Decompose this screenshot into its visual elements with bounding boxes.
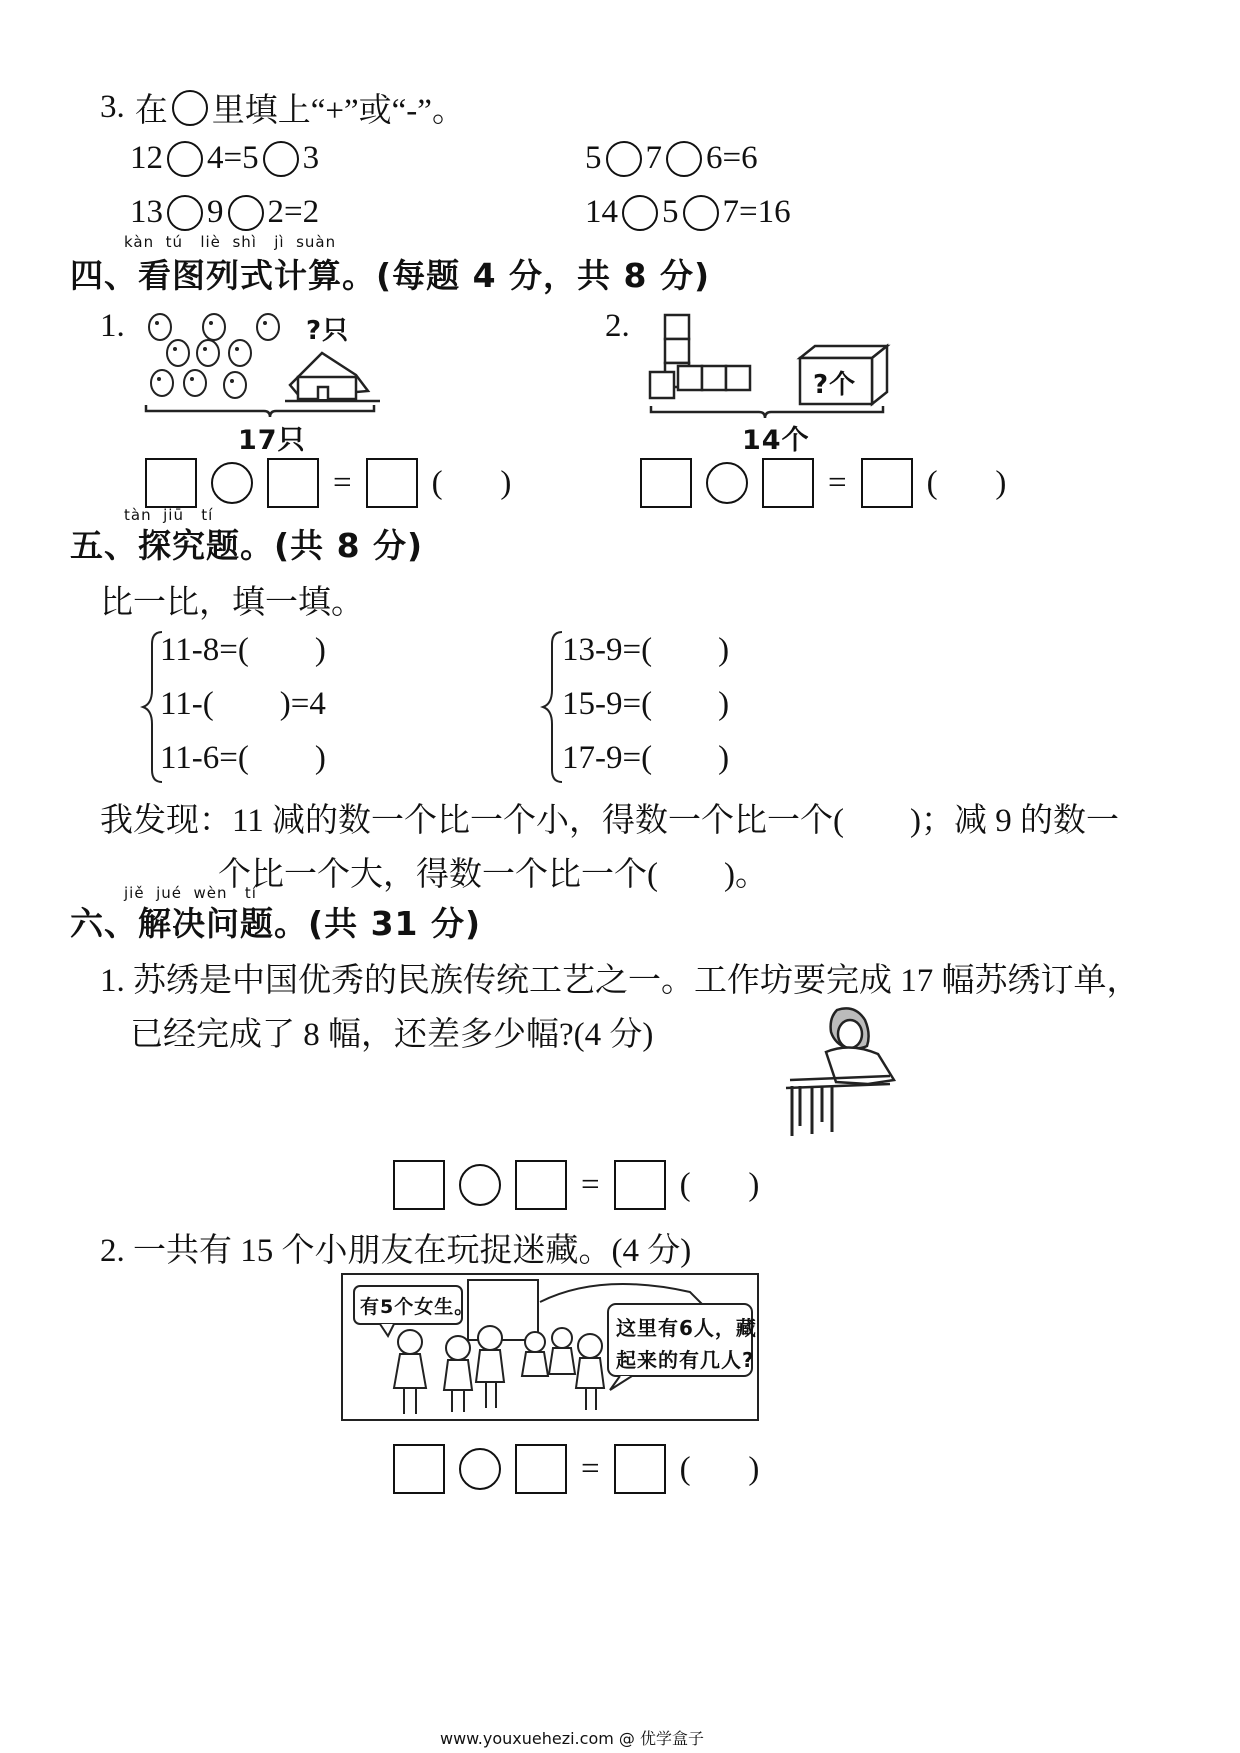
- s5-pinyin: tàn jiū tí: [124, 506, 214, 524]
- q3-row-4: [585, 194, 791, 231]
- operand: 5: [662, 194, 679, 230]
- answer-box[interactable]: [861, 458, 913, 508]
- operator-circle[interactable]: [459, 1448, 501, 1490]
- operand: 9: [207, 194, 224, 230]
- bubble-left-text: 有5个女生。: [360, 1296, 475, 1318]
- s4-p1-number: 1.: [100, 308, 125, 344]
- s4-p2-answer: [640, 458, 1006, 508]
- finding-line-1[interactable]: 我发现：11 减的数一个比一个小，得数一个比一个( )；减 9 的数一: [100, 803, 1120, 839]
- blank-circle[interactable]: [263, 141, 299, 177]
- operand: 7: [645, 140, 662, 176]
- finding-line-2[interactable]: 个比一个大，得数一个比一个( )。: [218, 857, 768, 893]
- equals-sign: =: [333, 464, 352, 501]
- footer-watermark: www.youxuehezi.com @ 优学盒子: [440, 1729, 704, 1748]
- house-icon: [285, 353, 380, 401]
- q1-text-line1: 1. 苏绣是中国优秀的民族传统工艺之一。工作坊要完成 17 幅苏绣订单，: [100, 963, 1140, 999]
- q3-row-2: [585, 140, 758, 177]
- right-eq-2[interactable]: 15-9=( ): [562, 686, 730, 722]
- q3-title: [100, 84, 465, 131]
- unit-paren[interactable]: ( ): [926, 464, 1007, 501]
- cube-icon: [650, 315, 750, 398]
- s5-intro: 比一比，填一填。: [100, 585, 364, 621]
- operand: 12: [130, 140, 163, 176]
- answer-box[interactable]: [640, 458, 692, 508]
- unit-paren[interactable]: ( ): [679, 1450, 760, 1487]
- operand: 6=6: [706, 140, 758, 176]
- answer-box[interactable]: [393, 1444, 445, 1494]
- left-eq-1[interactable]: 11-8=( ): [160, 632, 326, 668]
- answer-box[interactable]: [145, 458, 197, 508]
- s6-title: 六、解决问题。(共 31 分): [70, 904, 482, 943]
- answer-box[interactable]: [515, 1444, 567, 1494]
- operand: 14: [585, 194, 618, 230]
- operand: 5: [585, 140, 602, 176]
- equals-sign: =: [581, 1166, 600, 1203]
- answer-box[interactable]: [515, 1160, 567, 1210]
- q2-answer: [393, 1444, 759, 1494]
- blank-circle[interactable]: [683, 195, 719, 231]
- p1-total-label: 17只: [238, 425, 306, 456]
- left-eq-3[interactable]: 11-6=( ): [160, 740, 326, 776]
- operand: 13: [130, 194, 163, 230]
- q3-row-1: [130, 140, 319, 177]
- answer-box[interactable]: [614, 1444, 666, 1494]
- p2-question-label: ?个: [813, 370, 857, 400]
- operator-circle[interactable]: [211, 462, 253, 504]
- q3-row-3: [130, 194, 319, 231]
- operator-circle[interactable]: [459, 1164, 501, 1206]
- operand: 4=5: [207, 140, 259, 176]
- s4-p1-answer: [145, 458, 511, 508]
- q3-number: 3.: [100, 89, 125, 125]
- cubes-illustration: [645, 310, 895, 430]
- operand: 7=16: [722, 194, 791, 230]
- s4-p2-number: 2.: [605, 308, 630, 344]
- blank-circle[interactable]: [228, 195, 264, 231]
- answer-box[interactable]: [267, 458, 319, 508]
- unit-paren[interactable]: ( ): [431, 464, 512, 501]
- s4-title: 四、看图列式计算。(每题 4 分，共 8 分): [70, 256, 711, 295]
- p1-question-label: ?只: [306, 316, 350, 346]
- blank-circle[interactable]: [622, 195, 658, 231]
- q3-title-pre: 在: [134, 93, 168, 129]
- answer-box[interactable]: [366, 458, 418, 508]
- bubble-right-text-2: 起来的有几人?: [616, 1348, 755, 1372]
- q2-text: 2. 一共有 15 个小朋友在玩捉迷藏。(4 分): [100, 1233, 692, 1269]
- equals-sign: =: [581, 1450, 600, 1487]
- blank-circle[interactable]: [606, 141, 642, 177]
- embroidery-woman-illustration: [782, 1000, 902, 1140]
- bird-icon: [149, 314, 279, 398]
- s5-title: 五、探究题。(共 8 分): [70, 526, 424, 565]
- answer-box[interactable]: [614, 1160, 666, 1210]
- unit-paren[interactable]: ( ): [679, 1166, 760, 1203]
- answer-box[interactable]: [393, 1160, 445, 1210]
- right-eq-3[interactable]: 17-9=( ): [562, 740, 730, 776]
- answer-box[interactable]: [762, 458, 814, 508]
- blank-circle[interactable]: [167, 195, 203, 231]
- p2-total-label: 14个: [742, 425, 810, 456]
- s4-pinyin: kàn tú liè shì jì suàn: [124, 233, 337, 251]
- blank-circle[interactable]: [167, 141, 203, 177]
- blank-circle[interactable]: [172, 90, 208, 126]
- left-eq-2[interactable]: 11-( )=4: [160, 686, 326, 722]
- q1-answer: [393, 1160, 759, 1210]
- q1-text-line2: 已经完成了 8 幅，还差多少幅?(4 分): [130, 1017, 654, 1053]
- right-eq-1[interactable]: 13-9=( ): [562, 632, 730, 668]
- operator-circle[interactable]: [706, 462, 748, 504]
- q3-title-post: 里填上“+”或“-”。: [211, 93, 465, 129]
- operand: 3: [302, 140, 320, 176]
- bubble-right-text-1: 这里有6人，藏: [616, 1316, 757, 1340]
- equals-sign: =: [828, 464, 847, 501]
- s6-pinyin: jiě jué wèn tí: [124, 884, 257, 902]
- blank-circle[interactable]: [666, 141, 702, 177]
- operand: 2=2: [267, 194, 320, 230]
